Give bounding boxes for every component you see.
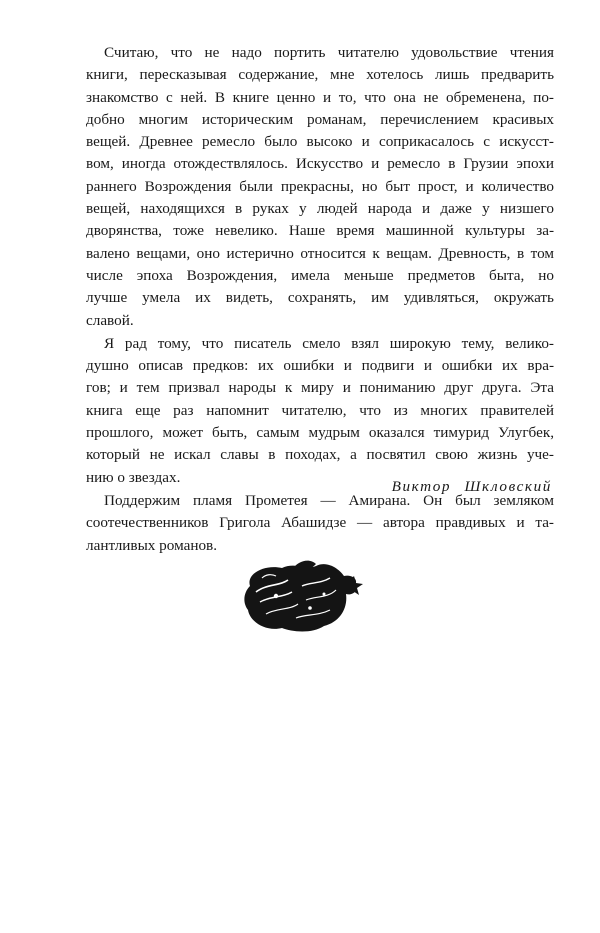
paragraph-3-line-3: лантливых романов. xyxy=(86,536,218,554)
paragraph-2-line-5: прошлого, может быть, самым мудрым оказался тимурид Улугбек, xyxy=(86,424,554,442)
paragraph-1 xyxy=(86,42,554,332)
lion-vignette-icon xyxy=(236,556,366,636)
paragraph-2-line-2: душно описав предков: их ошибки и подвиги и ошибки их вра- xyxy=(86,357,554,375)
paragraph-1-line-8: вещей, находящихся в руках у людей народа и даже у низшего xyxy=(86,200,554,218)
paragraph-2-line-4: книга еще раз напомнит читателю, что из многих правителей xyxy=(86,401,554,419)
paragraph-1-line-4: добно многим историческим романам, перечислением красивых xyxy=(86,110,554,128)
paragraph-3-line-2: соотечественников Григола Абашидзе — автора правдивых и та- xyxy=(86,514,554,532)
paragraph-1-line-9: дворянства, тоже невелико. Наше время машинной культуры за- xyxy=(86,222,554,240)
paragraph-2-line-1: Я рад тому, что писатель смело взял широкую тему, велико- xyxy=(104,334,554,352)
author-signature: Виктор Шкловский xyxy=(391,478,552,495)
paragraph-1-line-1: Считаю, что не надо портить читателю удовольствие чтения xyxy=(104,44,554,61)
paragraph-2-line-6: который не искал славы в походах, а посвятил свою жизнь уче- xyxy=(86,446,554,464)
paragraph-1-line-12: лучше умела их видеть, сохранять, им удивляться, окружать xyxy=(86,289,554,307)
paragraph-1-line-7: раннего Возрождения были прекрасны, но быт прост, и количество xyxy=(86,177,554,195)
paragraph-3-line-1: Поддержим пламя Прометея — Амирана. Он был земляком xyxy=(104,491,554,509)
paragraph-1-line-3: знакомство с ней. В книге ценно и то, что она не обременена, по- xyxy=(86,88,554,106)
paragraph-2-line-7: нию о звездах. xyxy=(86,468,181,486)
paragraph-1-line-13: славой. xyxy=(86,311,134,329)
paragraph-2-line-3: гов; и тем призвал народы к миру и пониманию друг друга. Эта xyxy=(86,379,554,397)
paragraph-3 xyxy=(86,490,554,557)
paragraph-1-line-11: числе эпоха Возрождения, имела меньше предметов быта, но xyxy=(86,266,554,284)
paragraph-1-line-5: вещей. Древнее ремесло было высоко и соприкасалось с искусст- xyxy=(86,133,554,151)
paragraph-2 xyxy=(86,333,554,489)
paragraph-1-line-10: валено вещами, оно истерично относится к вещам. Древность, в том xyxy=(86,244,554,262)
paragraph-1-line-2: книги, пересказывая содержание, мне хотелось лишь предварить xyxy=(86,66,554,84)
paragraph-1-line-6: вом, иногда отождествлялось. Искусство и ремесло в Грузии эпохи xyxy=(86,155,554,173)
